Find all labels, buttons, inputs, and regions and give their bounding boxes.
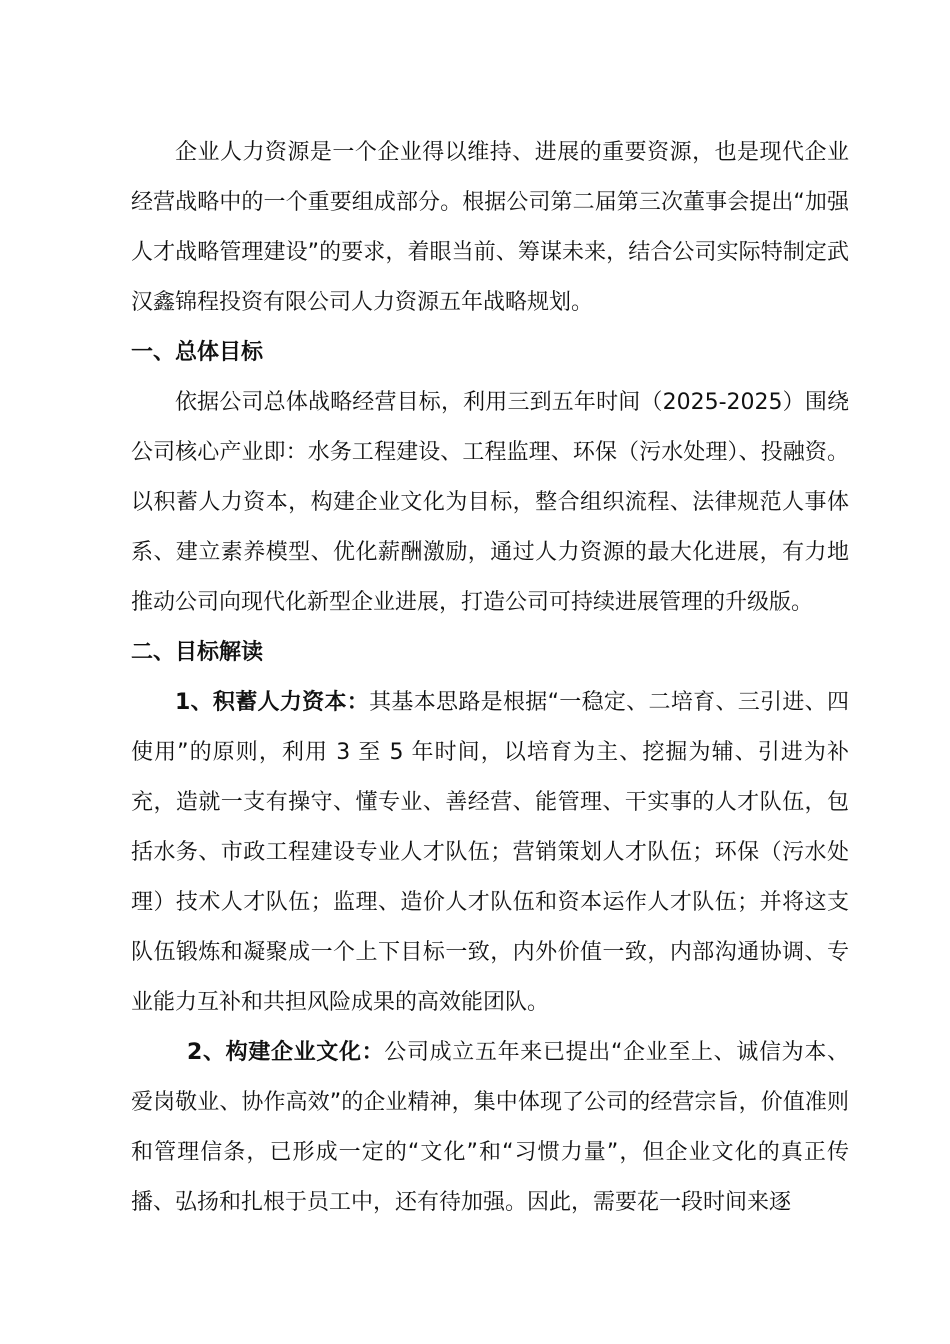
section-2-item-1 [131, 678, 849, 1028]
section-2-item-2 [131, 1028, 849, 1228]
section-2-heading: 二、目标解读 [131, 640, 264, 665]
item-1-label: 1、积蓄人力资本： [175, 690, 370, 715]
item-2-label: 2、构建企业文化： [187, 1040, 385, 1065]
item-1-text: 其基本思路是根据“一稳定、二培育、三引进、四使用”的原则，利用 3 至 5 年时间，以培育为主、挖掘为辅、引进为补充，造就一支有操守、懂专业、善经营、能管理、干实事的人才队伍，包括水务、市政工程建设专业人才队伍；营销策划人才队伍；环保（污水处理）技术人才队伍；监理、造价人才队伍和资本运作人才队伍；并将这支队伍锻炼和凝聚成一个上下目标一致，内外价值一致，内部沟通协调、专业能力互补和共担风险成果的高效能团队。 [131, 690, 849, 1015]
section-1-body: 依据公司总体战略经营目标，利用三到五年时间（2025-2025）围绕公司核心产业即：水务工程建设、工程监理、环保（污水处理）、投融资。以积蓄人力资本，构建企业文化为目标，整合组织流程、法律规范人事体系、建立素养模型、优化薪酬激励，通过人力资源的最大化进展，有力地推动公司向现代化新型企业进展，打造公司可持续进展管理的升级版。 [131, 390, 849, 615]
item-2-text: 公司成立五年来已提出“企业至上、诚信为本、爱岗敬业、协作高效”的企业精神，集中体现了公司的经营宗旨，价值准则和管理信条，已形成一定的“文化”和“习惯力量”，但企业文化的真正传播、弘扬和扎根于员工中，还有待加强。因此，需要花一段时间来逐 [131, 1040, 849, 1215]
section-1-heading: 一、总体目标 [131, 340, 264, 365]
intro-paragraph: 企业人力资源是一个企业得以维持、进展的重要资源，也是现代企业经营战略中的一个重要组成部分。根据公司第二届第三次董事会提出“加强人才战略管理建设”的要求，着眼当前、筹谋未来，结合公司实际特制定武汉鑫锦程投资有限公司人力资源五年战略规划。 [131, 140, 849, 315]
document-page [131, 128, 849, 1228]
